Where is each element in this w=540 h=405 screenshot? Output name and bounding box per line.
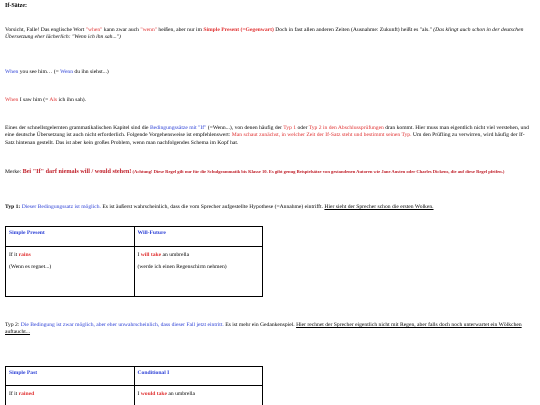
table-row bbox=[6, 247, 263, 297]
table1-c2-verb: will take bbox=[140, 252, 162, 258]
example1-text-1: you see him… (= bbox=[18, 69, 61, 75]
intro-text-2: kann zwar auch bbox=[102, 27, 141, 33]
typ1-label: Typ 1: bbox=[5, 204, 22, 210]
table2-c2-post: an umbrella bbox=[167, 391, 195, 397]
method-highlight: Man schaut zunächst, in welcher Zeit der If-Satz steht und bestimmt seinen Typ. bbox=[231, 132, 412, 139]
table2-cell-main-clause bbox=[134, 386, 263, 405]
example2-text-2: ich ihn sah). bbox=[57, 97, 87, 103]
para-text-4: dran kommt. Hier muss man eigentlich nicht viel verstehen, und eine deutsche Übersetzung ist auch nicht erforderlich. Folgende Vorgehensweise ist empfehlenswert: bbox=[5, 125, 529, 139]
table-row bbox=[6, 367, 263, 386]
table-row bbox=[6, 386, 263, 405]
merke-label: Merke: bbox=[5, 169, 23, 175]
example2-when: When bbox=[5, 97, 19, 103]
table-typ2 bbox=[5, 366, 263, 405]
wenn-quoted: "wenn" bbox=[140, 27, 158, 33]
page-title: If-Sätze: bbox=[5, 3, 27, 9]
table2-c2-verb: would take bbox=[140, 391, 168, 397]
table2-c1-verb: rained bbox=[18, 391, 35, 397]
table1-c2-post: an umbrella bbox=[161, 252, 190, 258]
table2-cell-if-clause bbox=[6, 386, 135, 405]
merke-rule: Bei "If" darf niemals will / would stehen! bbox=[22, 168, 132, 175]
example1-wenn: Wenn bbox=[60, 69, 74, 75]
example-when-present bbox=[5, 69, 533, 76]
table-typ1 bbox=[5, 226, 263, 297]
example2-als: Als bbox=[49, 97, 58, 103]
typ2-label: Typ 2: bbox=[5, 322, 21, 328]
para-text-2: (=Wenn...), von denen häufig der bbox=[206, 125, 284, 131]
intro-text-3: heißen, aber nur im bbox=[157, 27, 204, 33]
typ1-blue: Dieser Bedingungssatz ist möglich. bbox=[21, 204, 101, 210]
typ1-underlined: Hier sieht der Sprecher schon die ersten Wolken. bbox=[324, 204, 434, 210]
example2-text-1: I saw him (= bbox=[18, 97, 50, 103]
explanation-paragraph bbox=[5, 125, 533, 147]
para-text-5: Um den Prüfling zu verwirren, wird häufig der If-Satz hintenan gestellt. Das ist aber kein großes Problem, wenn man nachfolgendes Schema im Kopf hat. bbox=[5, 132, 525, 146]
example-when-past bbox=[5, 97, 533, 104]
typ1-paragraph bbox=[5, 204, 533, 211]
table2-c2-pre: I bbox=[137, 391, 141, 397]
typ2-text: Es ist mehr ein Gedankenspiel. bbox=[223, 322, 297, 328]
example1-when: When bbox=[5, 69, 19, 75]
intro-italic-note: (Das klingt auch schon in der deutschen Übersetzung eher lächerlich: "Wenn ich ihn sah...") bbox=[5, 27, 524, 41]
intro-text-4: Doch in fast allen anderen Zeiten (Ausnahme: Zukunft) heißt es "als." bbox=[273, 27, 434, 33]
table1-cell-if-clause bbox=[6, 247, 135, 297]
table1-c2-translation: (werde ich einen Regenschirm nehmen) bbox=[137, 264, 227, 271]
table1-c1-pre: If it bbox=[9, 252, 19, 258]
typ2-blue: Die Bedingung ist zwar möglich, aber eher unwahrscheinlich, dass dieser Fall jetzt eintritt. bbox=[20, 322, 224, 328]
typ1-highlight: Typ 1 bbox=[283, 125, 297, 131]
bedingungssaetze-highlight: Bedingungssätze mit "If" bbox=[149, 125, 207, 131]
table1-c1-verb: rains bbox=[18, 252, 31, 258]
table1-c2-pre: I bbox=[137, 252, 141, 258]
table2-header-simple-past: Simple Past bbox=[6, 367, 135, 386]
table-row bbox=[6, 227, 263, 247]
typ1-text: Es ist äußerst wahrscheinlich, dass die vom Sprecher aufgestellte Hypothese (=Annahme) eintrifft. bbox=[100, 204, 325, 210]
simple-present-highlight: Simple Present (=Gegenwart) bbox=[203, 27, 274, 33]
table1-header-will-future: Will-Future bbox=[134, 227, 263, 247]
para-text-1: Eines der schnellstgelernten grammatikalischen Kapitel sind die bbox=[5, 125, 150, 131]
when-quoted: "when" bbox=[85, 27, 103, 33]
intro-paragraph bbox=[5, 27, 533, 42]
table2-header-conditional: Conditional I bbox=[134, 367, 263, 386]
typ2-paragraph bbox=[5, 322, 533, 337]
para-text-3: oder bbox=[296, 125, 309, 131]
intro-text-1: Vorsicht, Falle! Das englische Wort bbox=[5, 27, 86, 33]
typ2-underlined: Hier rechnet der Sprecher eigentlich nicht mit Regen, aber falls doch noch unterwartet ein Wölkchen auftaucht... bbox=[5, 322, 522, 336]
table1-c1-translation: (Wenn es regnet...) bbox=[9, 264, 52, 271]
table2-c1-pre: If it bbox=[9, 391, 19, 397]
merke-note: (Achtung! Diese Regel gilt nur für die Schulgrammatik bis Klasse 10. Es gibt genug Beispielsätze von gestandenen Autoren wie Jane Austen oder Charles Dickens, die auf diese Regel pfeifen.) bbox=[131, 169, 505, 174]
example1-text-2: du ihn siehst...) bbox=[73, 69, 109, 75]
table1-header-simple-present: Simple Present bbox=[6, 227, 135, 247]
merke-paragraph bbox=[5, 168, 533, 176]
typ2-highlight: Typ 2 in den Abschlussprüfungen bbox=[308, 125, 384, 131]
table1-cell-main-clause bbox=[134, 247, 263, 297]
